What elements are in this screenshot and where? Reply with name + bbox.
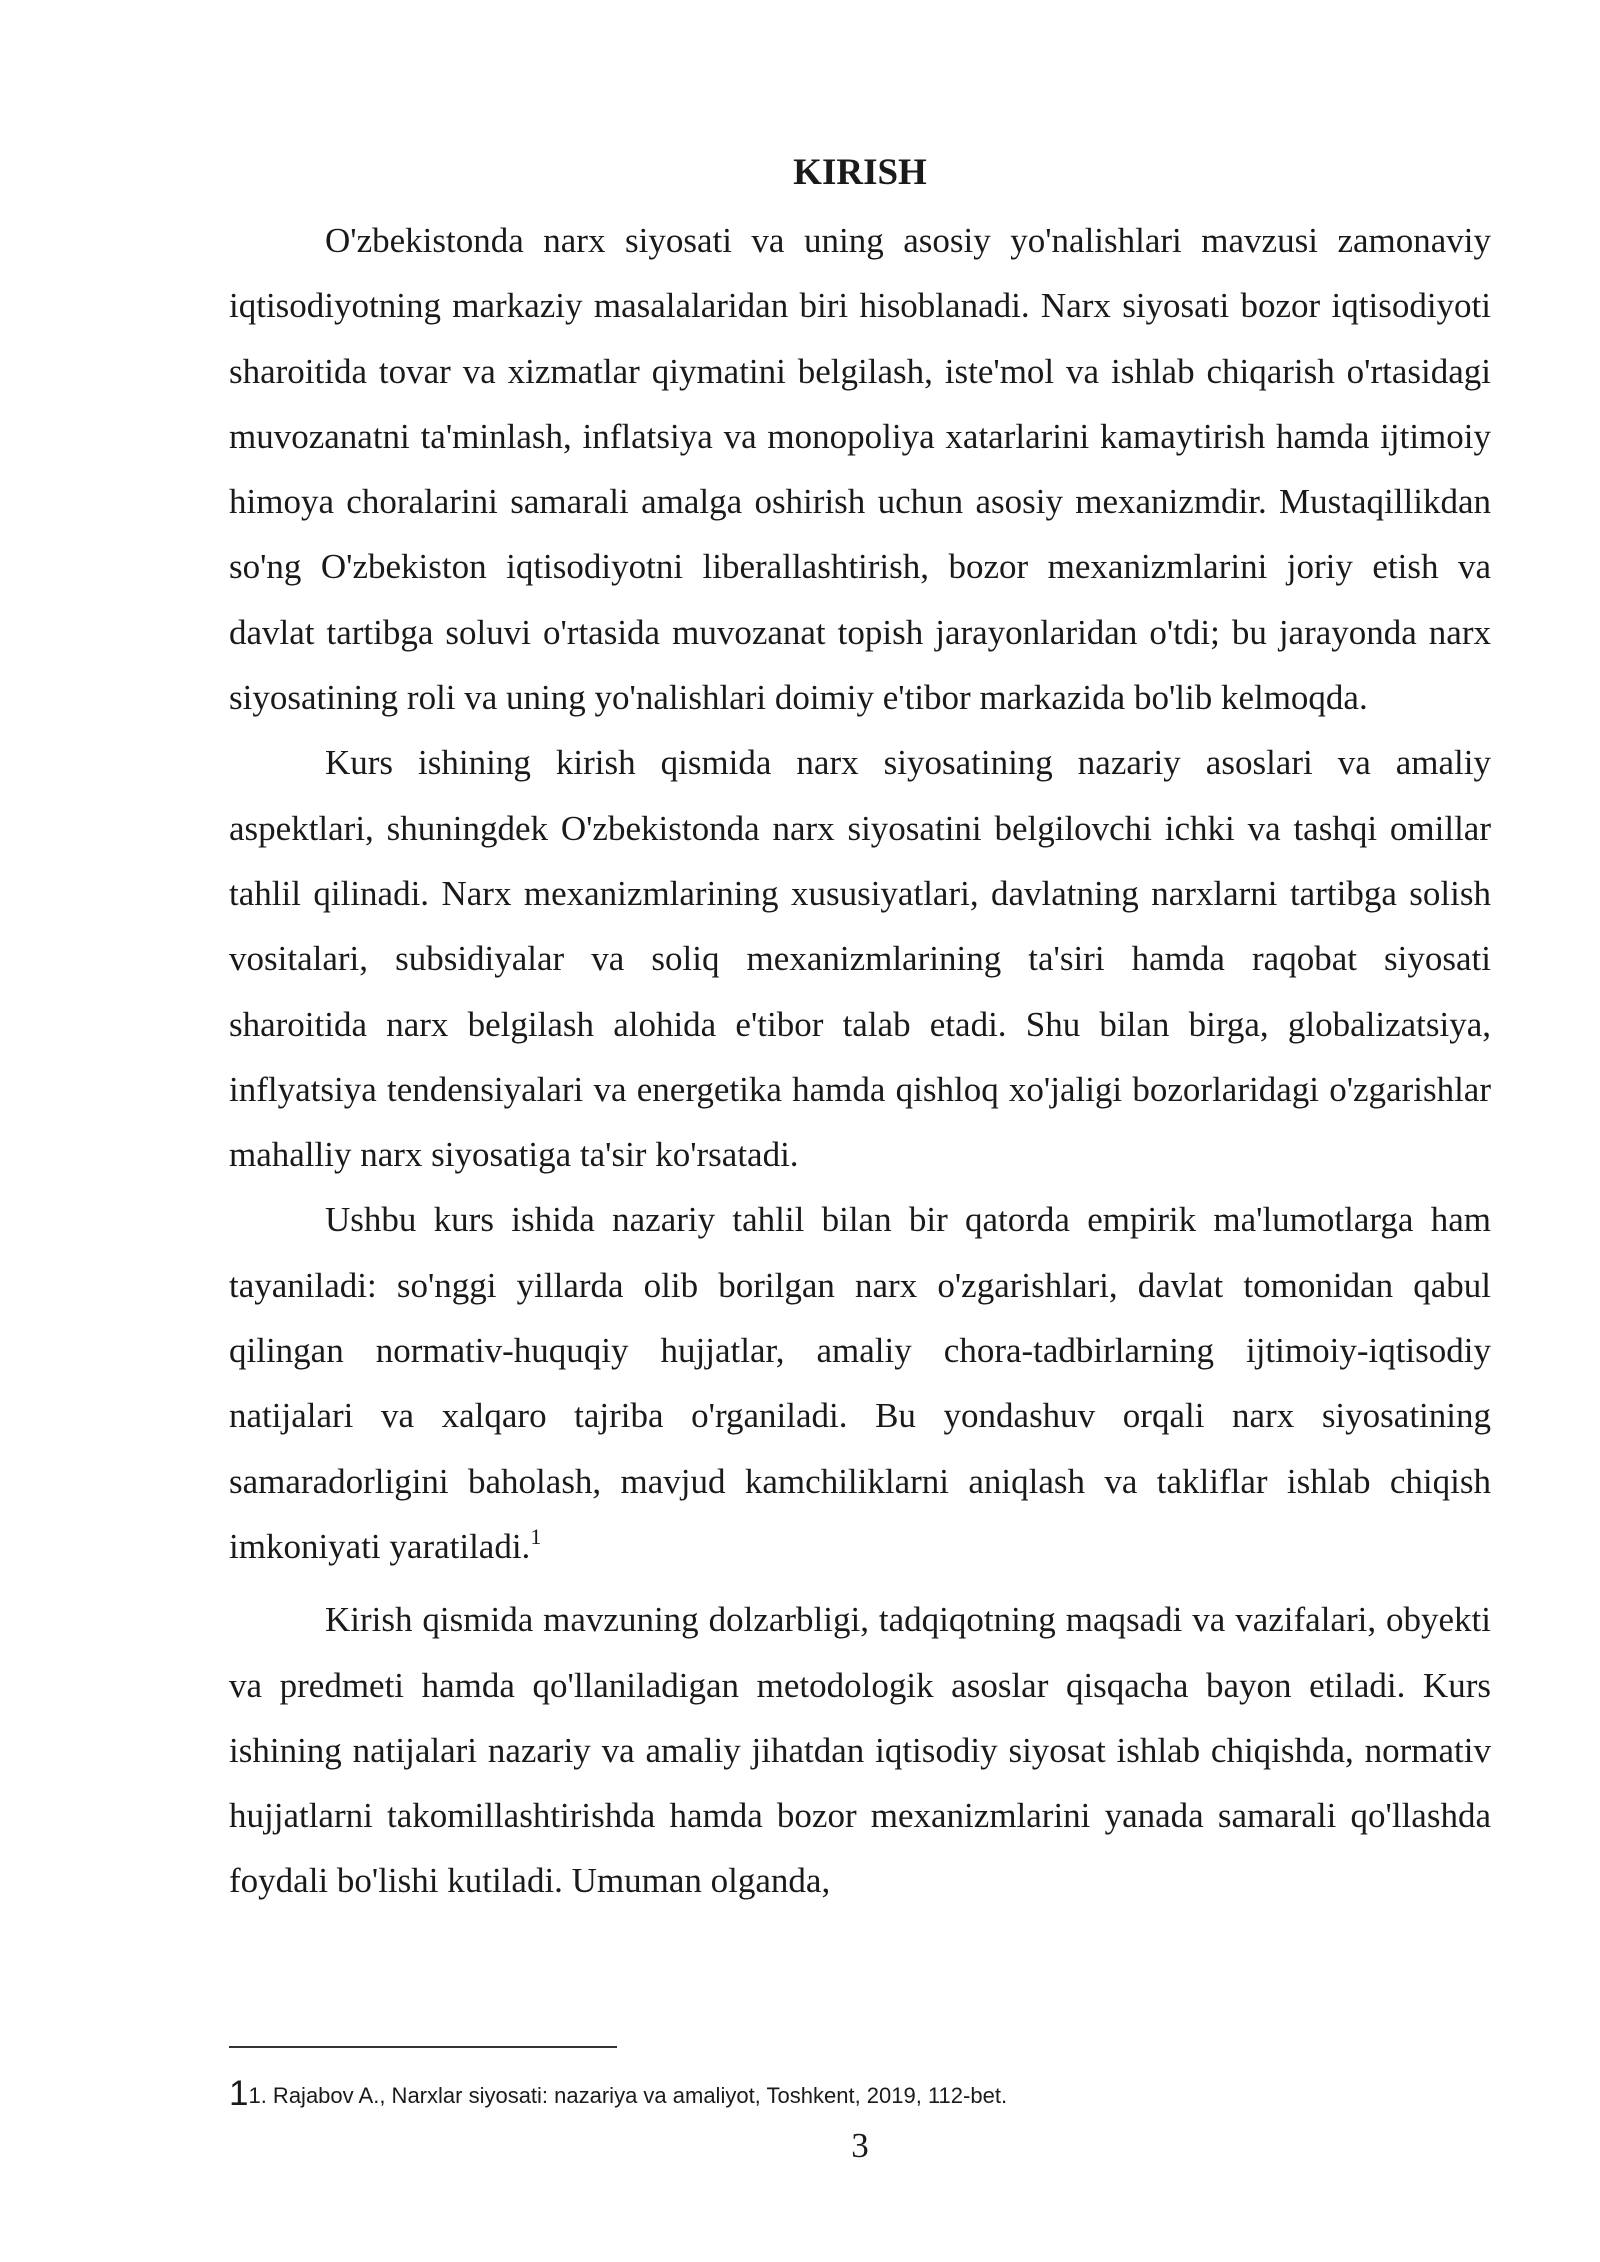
footnote-text: 1. Rajabov A., Narxlar siyosati: nazariya va amaliyot, Toshkent, 2019, 112-bet. bbox=[248, 2083, 1008, 2108]
paragraph-course-intro: Kurs ishining kirish qismida narx siyosatining nazariy asoslari va amaliy aspektlari, shuningdek O'zbekistonda narx siyosatini belgilovchi ichki va tashqi omillar tahlil qilinadi. Narx mexanizmlarining xususiyatlari, davlatning narxlarni tartibga solish vositalari, subsidiyalar va soliq mexanizmlarining ta'siri hamda raqobat siyosati sharoitida narx belgilash alohida e'tibor talab etadi. Shu bilan birga, globalizatsiya, inflyatsiya tendensiyalari va energetika hamda qishloq xo'jaligi bozorlaridagi o'zgarishlar mahalliy narx siyosatiga ta'sir ko'rsatadi. bbox=[229, 743, 1491, 1175]
paragraph-empirical bbox=[229, 1187, 1491, 1579]
body-text bbox=[229, 208, 1491, 1914]
footnote-reference[interactable]: 1 bbox=[530, 1523, 542, 1549]
section-heading: KIRISH bbox=[793, 152, 927, 193]
footnote-marker: 1 bbox=[229, 2074, 249, 2113]
paragraph-empirical-text: Ushbu kurs ishida nazariy tahlil bilan bir qatorda empirik ma'lumotlarga ham tayaniladi: so'nggi yillarda olib borilgan narx o'zgarishlari, davlat tomonidan qabul qilingan normativ-huquqiy hujjatlar, amaliy chora-tadbirlarning ijtimoiy-iqtisodiy natijalari va xalqaro tajriba o'rganiladi. Bu yondashuv orqali narx siyosatining samaradorligini baholash, mavjud kamchiliklarni aniqlash va takliflar ishlab chiqish imkoniyati yaratiladi. bbox=[229, 1200, 1491, 1566]
paragraph-summary: Kirish qismida mavzuning dolzarbligi, tadqiqotning maqsadi va vazifalari, obyekti va predmeti hamda qo'llaniladigan metodologik asoslar qisqacha bayon etiladi. Kurs ishining natijalari nazariy va amaliy jihatdan iqtisodiy siyosat ishlab chiqishda, normativ hujjatlarni takomillashtirishda hamda bozor mexanizmlarini yanada samarali qo'llashda foydali bo'lishi kutiladi. Umuman olganda, bbox=[229, 1600, 1491, 1901]
footnote-separator bbox=[229, 2046, 617, 2048]
paragraph-intro: O'zbekistonda narx siyosati va uning asosiy yo'nalishlari mavzusi zamonaviy iqtisodiyotning markaziy masalalaridan biri hisoblanadi. Narx siyosati bozor iqtisodiyoti sharoitida tovar va xizmatlar qiymatini belgilash, iste'mol va ishlab chiqarish o'rtasidagi muvozanatni ta'minlash, inflatsiya va monopoliya xatarlarini kamaytirish hamda ijtimoiy himoya choralarini samarali amalga oshirish uchun asosiy mexanizmdir. Mustaqillikdan so'ng O'zbekiston iqtisodiyotni liberallashtirish, bozor mexanizmlarini joriy etish va davlat tartibga soluvi o'rtasida muvozanat topish jarayonlaridan o'tdi; bu jarayonda narx siyosatining roli va uning yo'nalishlari doimiy e'tibor markazida bo'lib kelmoqda. bbox=[229, 221, 1491, 718]
footnote bbox=[229, 2074, 1007, 2114]
page-number: 3 bbox=[851, 2126, 869, 2165]
